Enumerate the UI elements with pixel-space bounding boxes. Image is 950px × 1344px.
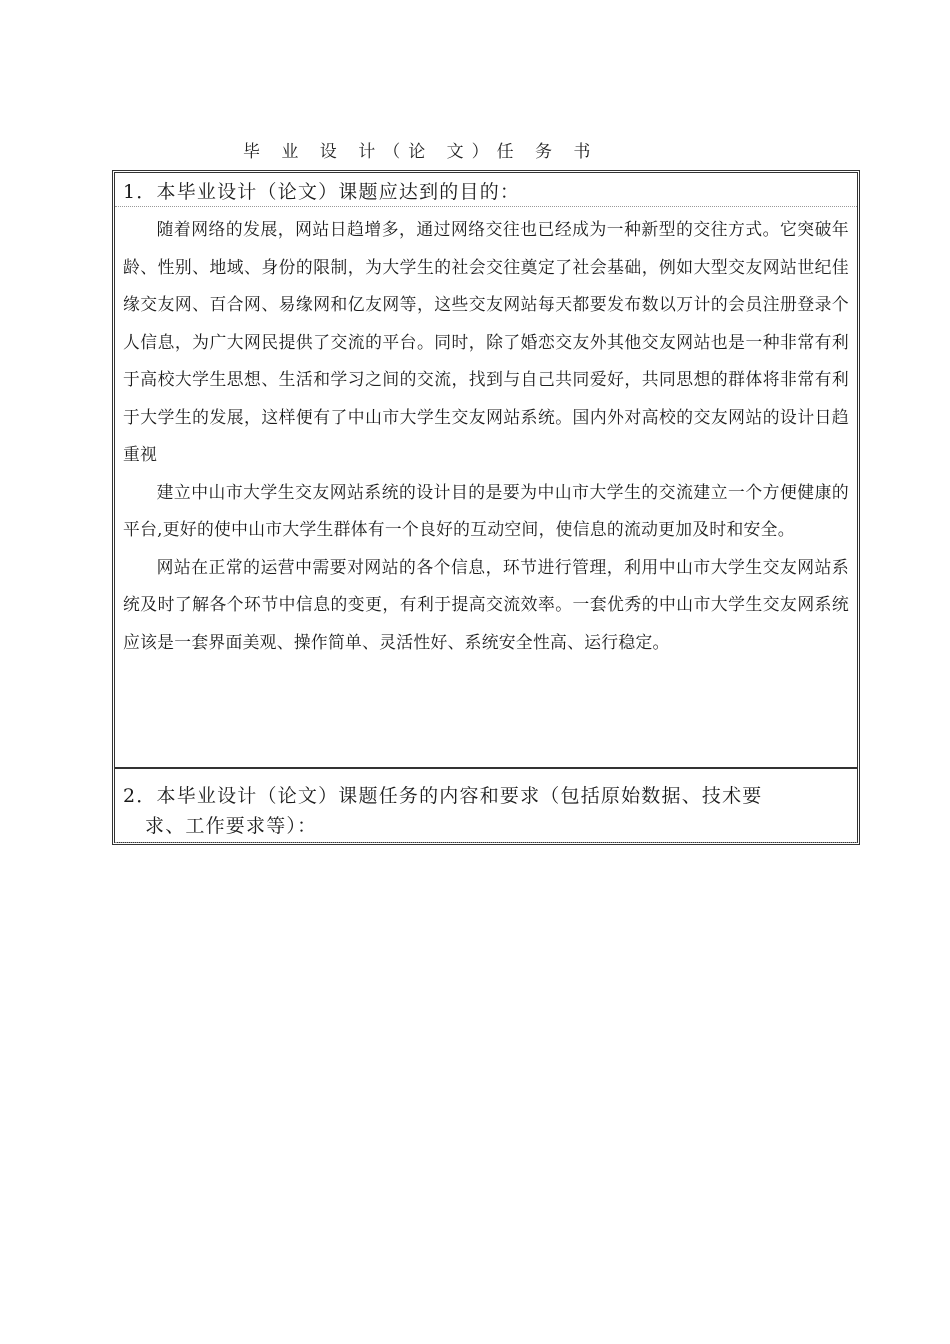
dotted-divider: [115, 842, 857, 843]
page-title: 毕 业 设 计（论 文）任 务 书: [243, 142, 599, 162]
section-task-content: [115, 768, 857, 843]
section-heading-objectives: 1．本毕业设计（论文）课题应达到的目的：: [115, 173, 857, 207]
section-heading-task-content: [115, 769, 857, 841]
heading-line-1: 2．本毕业设计（论文）课题任务的内容和要求（包括原始数据、技术要: [123, 785, 763, 807]
paragraph: 建立中山市大学生交友网站系统的设计目的是要为中山市大学生的交流建立一个方便健康的平台,更好的使中山市大学生群体有一个良好的互动空间，使信息的流动更加及时和安全。: [123, 481, 849, 539]
task-table: [112, 170, 860, 845]
paragraph: 随着网络的发展，网站日趋增多，通过网络交往也已经成为一种新型的交往方式。它突破年龄、性别、地域、身份的限制，为大学生的社会交往奠定了社会基础，例如大型交友网站世纪佳缘交友网、百合网、易缘网和亿友网等，这些交友网站每天都要发布数以万计的会员注册登录个人信息，为广大网民提供了交流的平台。同时，除了婚恋交友外其他交友网站也是一种非常有利于高校大学生思想、生活和学习之间的交流，找到与自己共同爱好，共同思想的群体将非常有利于大学生的发展，这样便有了中山市大学生交友网站系统。国内外对高校的交友网站的设计日趋重视: [123, 219, 849, 464]
heading-line-2: 求、工作要求等）：: [145, 815, 318, 837]
paragraph: 网站在正常的运营中需要对网站的各个信息，环节进行管理，利用中山市大学生交友网站系统及时了解各个环节中信息的变更，有利于提高交流效率。一套优秀的中山市大学生交友网系统应该是一套界面美观、操作简单、灵活性好、系统安全性高、运行稳定。: [123, 556, 849, 652]
section-objectives: [115, 173, 857, 768]
section-body-objectives: [115, 207, 857, 661]
